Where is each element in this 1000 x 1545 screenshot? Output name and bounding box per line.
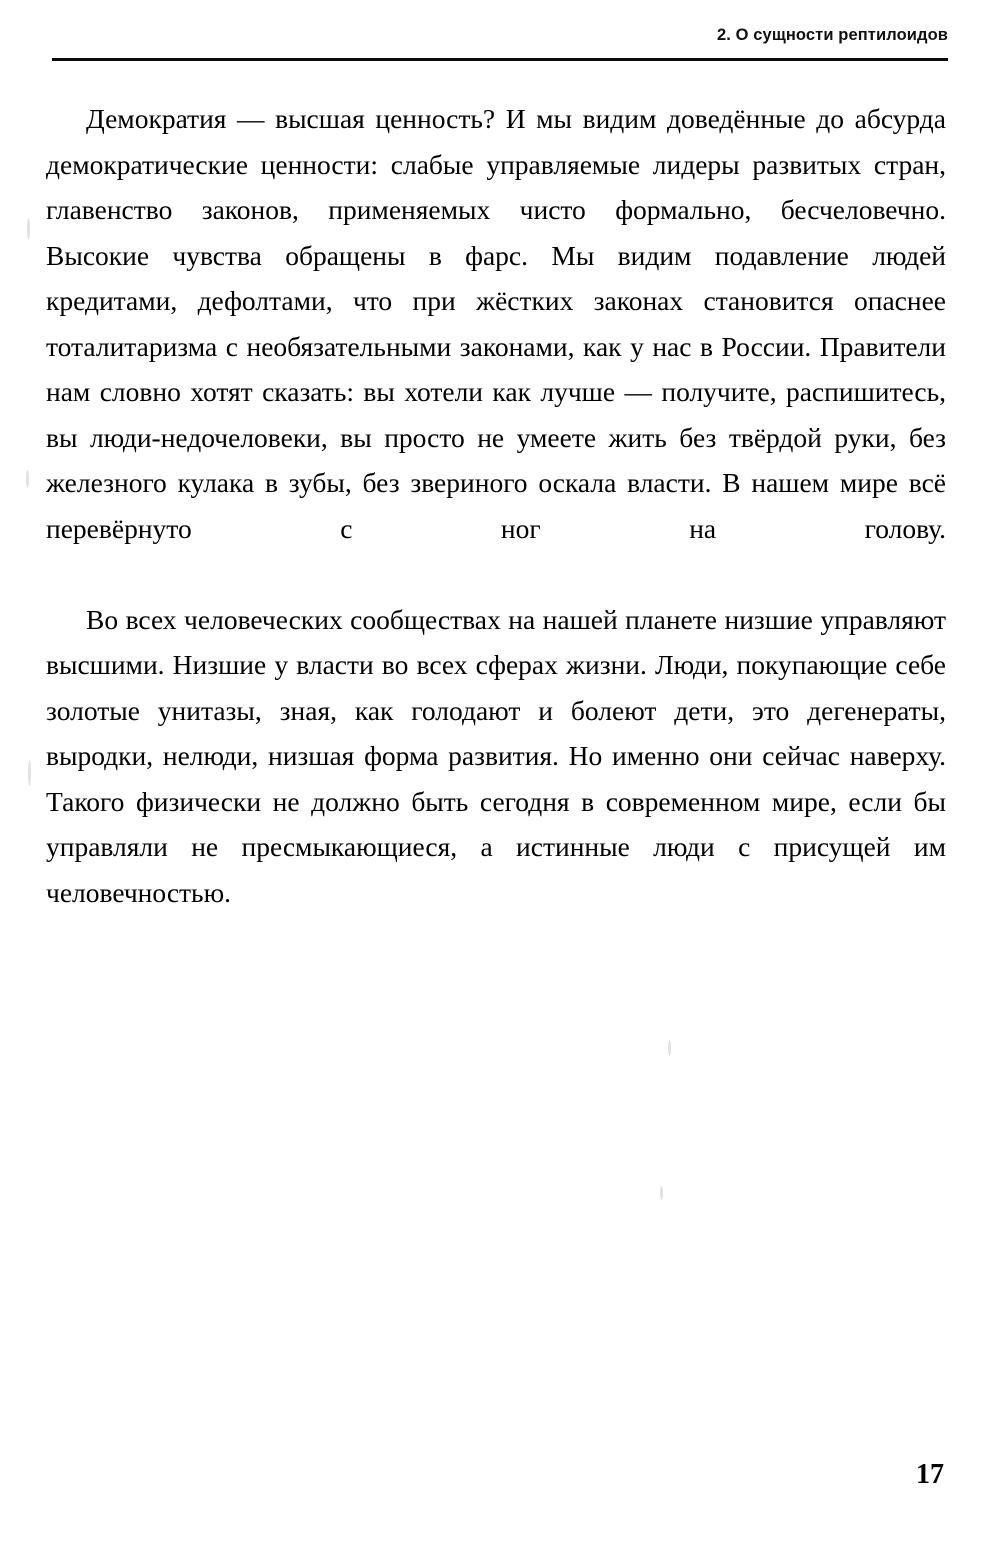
paragraph: Демократия — высшая ценность? И мы видим доведённые до абсурда демократические ценности: слабые управляемые лидеры развитых стран, главенство законов, применяемых чисто формально, бесчеловечно. Высокие чувства обращены в фарс. Мы видим подавление людей кредитами, дефолтами, что при жёстких законах становится опаснее тоталитаризма с необязательными законами, как у нас в России. Правители нам словно хотят сказать: вы хотели как лучше — получите, распишитесь, вы люди-недочеловеки, вы просто не умеете жить без твёрдой руки, без железного кулака в зубы, без звериного оскала власти. В нашем мире всё перевёрнуто с ног на голову. bbox=[46, 103, 946, 544]
scan-speck bbox=[27, 218, 30, 240]
header-rule bbox=[52, 58, 948, 61]
page-number: 17 bbox=[916, 1459, 944, 1490]
body-text bbox=[46, 96, 946, 961]
scan-speck bbox=[660, 1186, 663, 1200]
scan-speck bbox=[668, 1040, 671, 1056]
scan-speck bbox=[28, 760, 31, 786]
paragraph: Во всех человеческих сообществах на нашей планете низшие управляют высшими. Низшие у власти во всех сферах жизни. Люди, покупающие себе золотые унитазы, зная, как голодают и болеют дети, это дегенераты, выродки, нелюди, низшая форма развития. Но именно они сейчас наверху. Такого физически не должно быть сегодня в современном мире, если бы управляли не пресмыкающиеся, а истинные люди с присущей им человечностью. bbox=[46, 603, 946, 908]
scan-speck bbox=[26, 470, 29, 488]
running-head: 2. О сущности рептилоидов bbox=[717, 26, 948, 44]
